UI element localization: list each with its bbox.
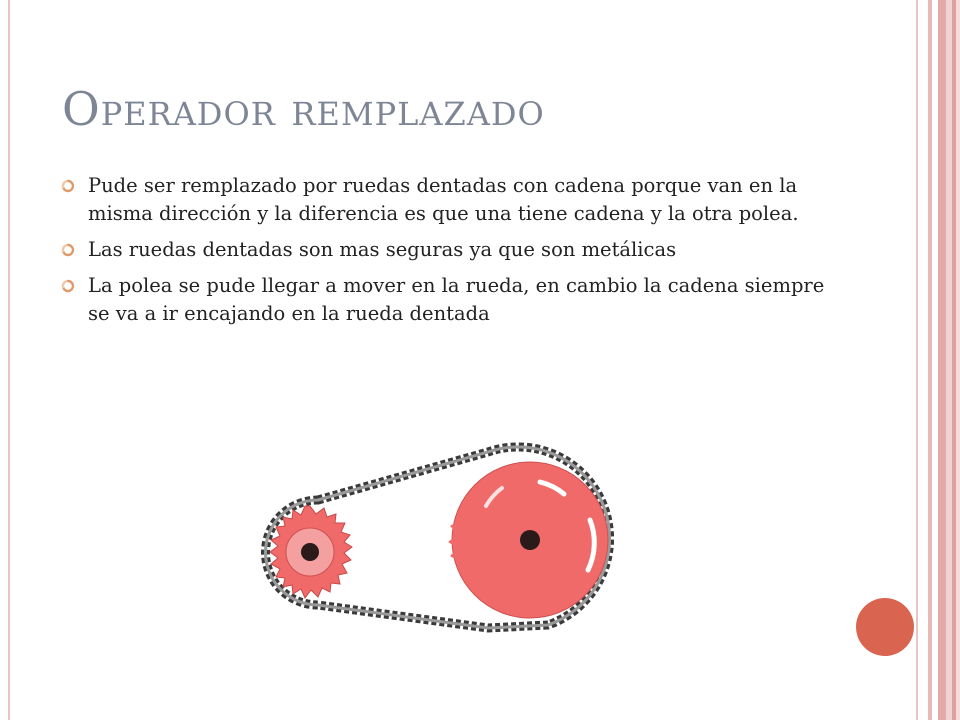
bullet-list bbox=[60, 172, 830, 336]
chain-sprocket-illustration bbox=[248, 440, 628, 640]
bullet-icon bbox=[60, 278, 76, 294]
bullet-text: La polea se pude llegar a mover en la rueda, en cambio la cadena siempre se va a ir encajando en la rueda dentada bbox=[88, 274, 825, 325]
accent-circle bbox=[856, 598, 914, 656]
slide-title: Operador remplazado bbox=[62, 82, 545, 136]
bullet-icon bbox=[60, 178, 76, 194]
bullet-item bbox=[60, 236, 830, 264]
bullet-item bbox=[60, 172, 830, 228]
bullet-text: Pude ser remplazado por ruedas dentadas con cadena porque van en la misma dirección y la diferencia es que una tiene cadena y la otra polea. bbox=[88, 174, 799, 225]
bullet-item bbox=[60, 272, 830, 328]
bullet-text: Las ruedas dentadas son mas seguras ya que son metálicas bbox=[88, 238, 677, 261]
decorative-side-stripes bbox=[920, 0, 960, 720]
large-gear-icon bbox=[448, 462, 608, 618]
bullet-icon bbox=[60, 242, 76, 258]
